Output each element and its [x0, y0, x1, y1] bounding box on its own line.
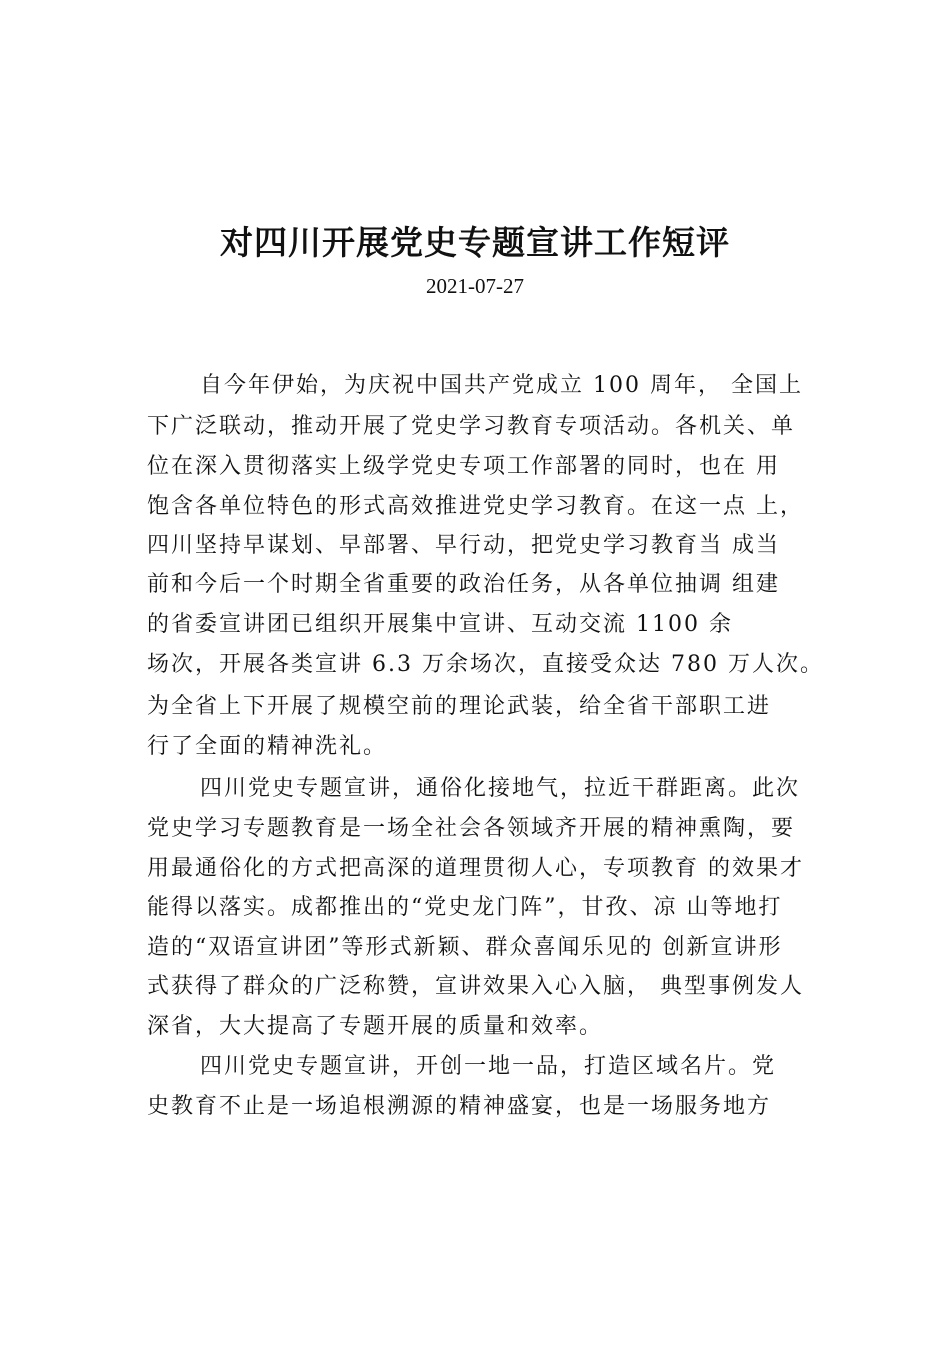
paragraph-line: 用最通俗化的方式把高深的道理贯彻人心，专项教育 的效果才: [147, 856, 804, 881]
paragraph-line: 行了全面的精神洗礼。: [147, 734, 388, 759]
paragraph-line: 史教育不止是一场追根溯源的精神盛宴，也是一场服务地方: [147, 1094, 772, 1119]
paragraph-line: 四川党史专题宣讲，开创一地一品，打造区域名片。党: [200, 1054, 777, 1079]
paragraph-line: 下广泛联动，推动开展了党史学习教育专项活动。各机关、单: [147, 414, 796, 439]
paragraph-line: 造的“双语宣讲团”等形式新颖、群众喜闻乐见的 创新宣讲形: [147, 935, 783, 960]
document-title: 对四川开展党史专题宣讲工作短评: [220, 223, 730, 262]
paragraph-line: 自今年伊始，为庆祝中国共产党成立 100 周年， 全国上: [200, 373, 803, 398]
paragraph-line: 为全省上下开展了规模空前的理论武装，给全省干部职工进: [147, 694, 772, 719]
paragraph-line: 党史学习专题教育是一场全社会各领域齐开展的精神熏陶，要: [147, 816, 796, 841]
document-date: 2021-07-27: [426, 274, 524, 298]
paragraph-line: 能得以落实。成都推出的“党史龙门阵”，甘孜、凉 山等地打: [147, 895, 783, 920]
paragraph-line: 饱含各单位特色的形式高效推进党史学习教育。在这一点 上，: [147, 494, 804, 519]
paragraph-line: 的省委宣讲团已组织开展集中宣讲、互动交流 1100 余: [147, 612, 733, 637]
paragraph-line: 位在深入贯彻落实上级学党史专项工作部署的同时，也在 用: [147, 454, 780, 479]
paragraph-line: 四川党史专题宣讲，通俗化接地气，拉近干群距离。此次: [200, 776, 801, 801]
paragraph-line: 前和今后一个时期全省重要的政治任务，从各单位抽调 组建: [147, 572, 780, 597]
paragraph-line: 场次，开展各类宣讲 6.3 万余场次，直接受众达 780 万人次。: [147, 652, 824, 677]
paragraph-line: 四川坚持早谋划、早部署、早行动，把党史学习教育当 成当: [147, 533, 780, 558]
paragraph-line: 深省，大大提高了专题开展的质量和效率。: [147, 1014, 604, 1039]
paragraph-line: 式获得了群众的广泛称赞，宣讲效果入心入脑， 典型事例发人: [147, 974, 804, 999]
